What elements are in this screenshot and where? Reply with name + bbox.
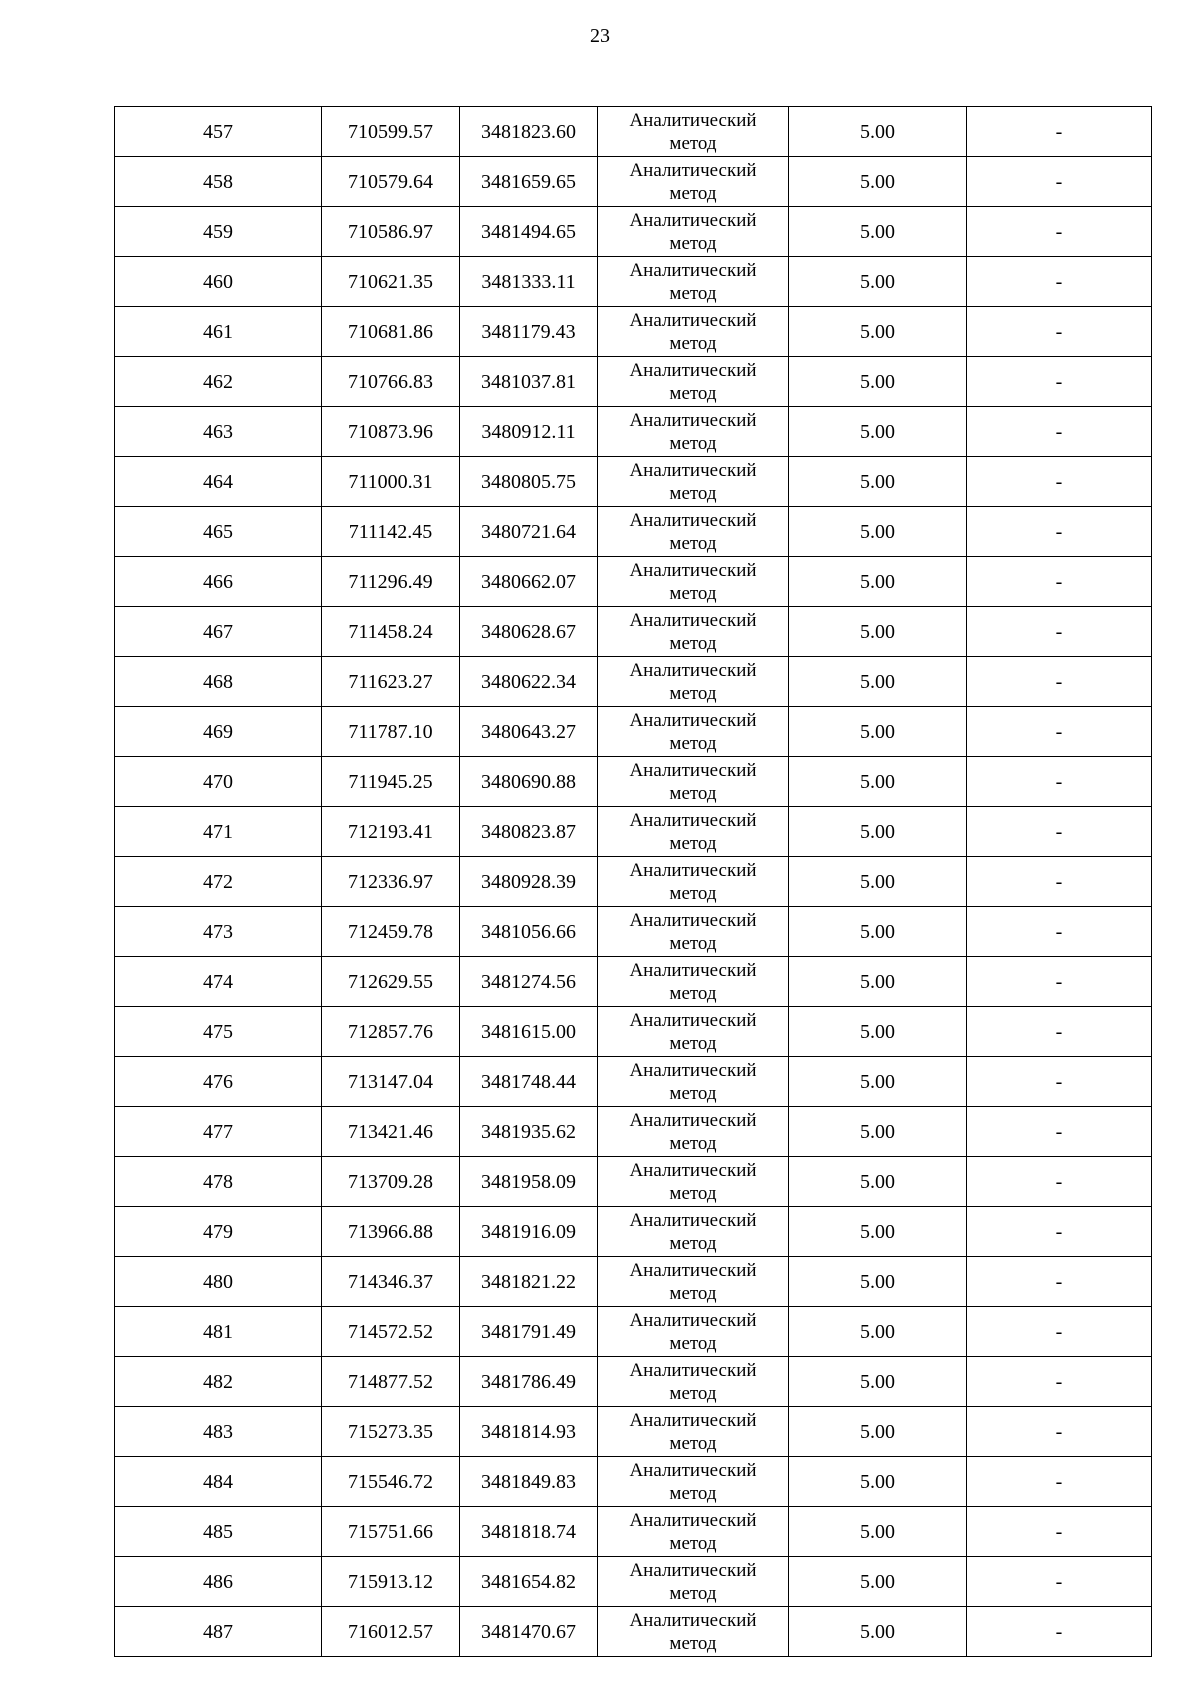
method-line-2: метод (669, 532, 717, 554)
point-number-cell: 478 (115, 1157, 322, 1207)
method-line-1: Аналитический (629, 859, 757, 881)
method-cell (598, 507, 789, 557)
accuracy-cell: 5.00 (789, 407, 967, 457)
accuracy-cell: 5.00 (789, 1357, 967, 1407)
accuracy-cell: 5.00 (789, 1057, 967, 1107)
note-cell: - (967, 407, 1152, 457)
x-coordinate-cell: 710599.57 (322, 107, 460, 157)
x-coordinate-cell: 715751.66 (322, 1507, 460, 1557)
point-number-cell: 464 (115, 457, 322, 507)
point-number-cell: 482 (115, 1357, 322, 1407)
table-row (115, 1607, 1152, 1657)
method-line-1: Аналитический (629, 809, 757, 831)
method-line-2: метод (669, 1132, 717, 1154)
accuracy-cell: 5.00 (789, 807, 967, 857)
accuracy-cell: 5.00 (789, 1557, 967, 1607)
accuracy-cell: 5.00 (789, 757, 967, 807)
method-line-1: Аналитический (629, 1509, 757, 1531)
accuracy-cell: 5.00 (789, 457, 967, 507)
accuracy-cell: 5.00 (789, 907, 967, 957)
method-cell (598, 1557, 789, 1607)
note-cell: - (967, 1507, 1152, 1557)
method-cell (598, 1207, 789, 1257)
method-cell (598, 1107, 789, 1157)
point-number-cell: 457 (115, 107, 322, 157)
method-cell (598, 407, 789, 457)
y-coordinate-cell: 3480805.75 (460, 457, 598, 507)
table-row (115, 1507, 1152, 1557)
method-line-2: метод (669, 782, 717, 804)
point-number-cell: 458 (115, 157, 322, 207)
y-coordinate-cell: 3480622.34 (460, 657, 598, 707)
method-cell (598, 357, 789, 407)
point-number-cell: 485 (115, 1507, 322, 1557)
method-line-1: Аналитический (629, 709, 757, 731)
point-number-cell: 459 (115, 207, 322, 257)
method-line-1: Аналитический (629, 209, 757, 231)
accuracy-cell: 5.00 (789, 557, 967, 607)
method-line-1: Аналитический (629, 759, 757, 781)
table-row (115, 107, 1152, 157)
accuracy-cell: 5.00 (789, 1157, 967, 1207)
point-number-cell: 467 (115, 607, 322, 657)
x-coordinate-cell: 715546.72 (322, 1457, 460, 1507)
method-cell (598, 557, 789, 607)
y-coordinate-cell: 3481333.11 (460, 257, 598, 307)
table-row (115, 1457, 1152, 1507)
point-number-cell: 463 (115, 407, 322, 457)
table-row (115, 907, 1152, 957)
note-cell: - (967, 1607, 1152, 1657)
point-number-cell: 472 (115, 857, 322, 907)
note-cell: - (967, 757, 1152, 807)
x-coordinate-cell: 714877.52 (322, 1357, 460, 1407)
note-cell: - (967, 1107, 1152, 1157)
point-number-cell: 468 (115, 657, 322, 707)
table-row (115, 757, 1152, 807)
x-coordinate-cell: 714346.37 (322, 1257, 460, 1307)
table-row (115, 707, 1152, 757)
y-coordinate-cell: 3481849.83 (460, 1457, 598, 1507)
method-line-2: метод (669, 1232, 717, 1254)
method-cell (598, 1407, 789, 1457)
method-cell (598, 1007, 789, 1057)
note-cell: - (967, 557, 1152, 607)
table-row (115, 1557, 1152, 1607)
note-cell: - (967, 807, 1152, 857)
x-coordinate-cell: 715273.35 (322, 1407, 460, 1457)
x-coordinate-cell: 712857.76 (322, 1007, 460, 1057)
accuracy-cell: 5.00 (789, 1207, 967, 1257)
point-number-cell: 474 (115, 957, 322, 1007)
note-cell: - (967, 1557, 1152, 1607)
accuracy-cell: 5.00 (789, 207, 967, 257)
point-number-cell: 461 (115, 307, 322, 357)
method-line-1: Аналитический (629, 359, 757, 381)
table-row (115, 407, 1152, 457)
method-line-2: метод (669, 132, 717, 154)
point-number-cell: 484 (115, 1457, 322, 1507)
method-cell (598, 1607, 789, 1657)
method-cell (598, 157, 789, 207)
x-coordinate-cell: 711296.49 (322, 557, 460, 607)
note-cell: - (967, 1157, 1152, 1207)
y-coordinate-cell: 3481935.62 (460, 1107, 598, 1157)
accuracy-cell: 5.00 (789, 107, 967, 157)
y-coordinate-cell: 3481823.60 (460, 107, 598, 157)
y-coordinate-cell: 3480721.64 (460, 507, 598, 557)
x-coordinate-cell: 711142.45 (322, 507, 460, 557)
method-cell (598, 707, 789, 757)
x-coordinate-cell: 712459.78 (322, 907, 460, 957)
y-coordinate-cell: 3481818.74 (460, 1507, 598, 1557)
page-number: 23 (590, 25, 610, 47)
note-cell: - (967, 907, 1152, 957)
x-coordinate-cell: 711945.25 (322, 757, 460, 807)
method-line-2: метод (669, 1582, 717, 1604)
table-row (115, 657, 1152, 707)
method-cell (598, 807, 789, 857)
note-cell: - (967, 207, 1152, 257)
method-line-1: Аналитический (629, 159, 757, 181)
method-line-1: Аналитический (629, 1259, 757, 1281)
method-line-2: метод (669, 732, 717, 754)
method-line-1: Аналитический (629, 1609, 757, 1631)
point-number-cell: 470 (115, 757, 322, 807)
method-line-2: метод (669, 1532, 717, 1554)
x-coordinate-cell: 710621.35 (322, 257, 460, 307)
method-cell (598, 657, 789, 707)
table-row (115, 1207, 1152, 1257)
method-cell (598, 757, 789, 807)
point-number-cell: 479 (115, 1207, 322, 1257)
note-cell: - (967, 1457, 1152, 1507)
accuracy-cell: 5.00 (789, 307, 967, 357)
y-coordinate-cell: 3480628.67 (460, 607, 598, 657)
method-cell (598, 307, 789, 357)
x-coordinate-cell: 711623.27 (322, 657, 460, 707)
y-coordinate-cell: 3481179.43 (460, 307, 598, 357)
x-coordinate-cell: 712629.55 (322, 957, 460, 1007)
accuracy-cell: 5.00 (789, 707, 967, 757)
accuracy-cell: 5.00 (789, 1407, 967, 1457)
note-cell: - (967, 157, 1152, 207)
method-line-2: метод (669, 382, 717, 404)
x-coordinate-cell: 710579.64 (322, 157, 460, 207)
table-row (115, 1407, 1152, 1457)
point-number-cell: 476 (115, 1057, 322, 1107)
method-line-2: метод (669, 832, 717, 854)
method-cell (598, 1157, 789, 1207)
note-cell: - (967, 507, 1152, 557)
method-line-1: Аналитический (629, 909, 757, 931)
table-row (115, 507, 1152, 557)
note-cell: - (967, 857, 1152, 907)
x-coordinate-cell: 710873.96 (322, 407, 460, 457)
method-line-1: Аналитический (629, 659, 757, 681)
accuracy-cell: 5.00 (789, 1007, 967, 1057)
accuracy-cell: 5.00 (789, 357, 967, 407)
y-coordinate-cell: 3480912.11 (460, 407, 598, 457)
table-row (115, 857, 1152, 907)
method-line-1: Аналитический (629, 1209, 757, 1231)
accuracy-cell: 5.00 (789, 1457, 967, 1507)
x-coordinate-cell: 713147.04 (322, 1057, 460, 1107)
method-cell (598, 207, 789, 257)
x-coordinate-cell: 710586.97 (322, 207, 460, 257)
table-row (115, 457, 1152, 507)
x-coordinate-cell: 713966.88 (322, 1207, 460, 1257)
y-coordinate-cell: 3481659.65 (460, 157, 598, 207)
accuracy-cell: 5.00 (789, 1507, 967, 1557)
y-coordinate-cell: 3481814.93 (460, 1407, 598, 1457)
method-line-1: Аналитический (629, 109, 757, 131)
method-line-1: Аналитический (629, 959, 757, 981)
note-cell: - (967, 107, 1152, 157)
table-row (115, 357, 1152, 407)
method-cell (598, 1357, 789, 1407)
method-line-1: Аналитический (629, 1059, 757, 1081)
y-coordinate-cell: 3481821.22 (460, 1257, 598, 1307)
method-cell (598, 1257, 789, 1307)
method-cell (598, 457, 789, 507)
point-number-cell: 487 (115, 1607, 322, 1657)
method-line-1: Аналитический (629, 609, 757, 631)
table-row (115, 957, 1152, 1007)
note-cell: - (967, 257, 1152, 307)
note-cell: - (967, 1207, 1152, 1257)
method-line-2: метод (669, 932, 717, 954)
method-line-2: метод (669, 1082, 717, 1104)
y-coordinate-cell: 3481615.00 (460, 1007, 598, 1057)
method-cell (598, 1507, 789, 1557)
x-coordinate-cell: 714572.52 (322, 1307, 460, 1357)
method-line-1: Аналитический (629, 509, 757, 531)
point-number-cell: 471 (115, 807, 322, 857)
point-number-cell: 462 (115, 357, 322, 407)
method-cell (598, 1307, 789, 1357)
x-coordinate-cell: 716012.57 (322, 1607, 460, 1657)
method-line-2: метод (669, 1032, 717, 1054)
method-line-2: метод (669, 682, 717, 704)
note-cell: - (967, 607, 1152, 657)
method-line-2: метод (669, 1382, 717, 1404)
note-cell: - (967, 1407, 1152, 1457)
y-coordinate-cell: 3481958.09 (460, 1157, 598, 1207)
method-line-2: метод (669, 482, 717, 504)
method-line-2: метод (669, 982, 717, 1004)
point-number-cell: 460 (115, 257, 322, 307)
note-cell: - (967, 457, 1152, 507)
accuracy-cell: 5.00 (789, 857, 967, 907)
accuracy-cell: 5.00 (789, 157, 967, 207)
coordinates-table (114, 106, 1152, 1657)
method-line-2: метод (669, 1282, 717, 1304)
method-line-1: Аналитический (629, 1359, 757, 1381)
table-row (115, 1257, 1152, 1307)
method-line-2: метод (669, 1332, 717, 1354)
point-number-cell: 480 (115, 1257, 322, 1307)
y-coordinate-cell: 3481274.56 (460, 957, 598, 1007)
table-row (115, 157, 1152, 207)
accuracy-cell: 5.00 (789, 507, 967, 557)
point-number-cell: 483 (115, 1407, 322, 1457)
method-line-1: Аналитический (629, 1009, 757, 1031)
y-coordinate-cell: 3481654.82 (460, 1557, 598, 1607)
method-cell (598, 607, 789, 657)
method-line-2: метод (669, 432, 717, 454)
note-cell: - (967, 707, 1152, 757)
table-row (115, 257, 1152, 307)
x-coordinate-cell: 711000.31 (322, 457, 460, 507)
method-line-1: Аналитический (629, 1159, 757, 1181)
method-cell (598, 107, 789, 157)
method-line-2: метод (669, 882, 717, 904)
point-number-cell: 481 (115, 1307, 322, 1357)
table-row (115, 1357, 1152, 1407)
accuracy-cell: 5.00 (789, 607, 967, 657)
accuracy-cell: 5.00 (789, 1307, 967, 1357)
method-line-2: метод (669, 232, 717, 254)
x-coordinate-cell: 713421.46 (322, 1107, 460, 1157)
method-line-1: Аналитический (629, 1109, 757, 1131)
x-coordinate-cell: 713709.28 (322, 1157, 460, 1207)
accuracy-cell: 5.00 (789, 1607, 967, 1657)
point-number-cell: 477 (115, 1107, 322, 1157)
note-cell: - (967, 307, 1152, 357)
accuracy-cell: 5.00 (789, 257, 967, 307)
table-row (115, 1007, 1152, 1057)
method-line-1: Аналитический (629, 559, 757, 581)
method-line-1: Аналитический (629, 309, 757, 331)
table-row (115, 1157, 1152, 1207)
method-line-2: метод (669, 332, 717, 354)
accuracy-cell: 5.00 (789, 1107, 967, 1157)
table-row (115, 1307, 1152, 1357)
method-line-2: метод (669, 632, 717, 654)
table-body (115, 107, 1152, 1657)
method-cell (598, 1057, 789, 1107)
method-line-2: метод (669, 182, 717, 204)
x-coordinate-cell: 712336.97 (322, 857, 460, 907)
note-cell: - (967, 357, 1152, 407)
method-line-2: метод (669, 1432, 717, 1454)
point-number-cell: 486 (115, 1557, 322, 1607)
method-line-1: Аналитический (629, 459, 757, 481)
note-cell: - (967, 1357, 1152, 1407)
y-coordinate-cell: 3480928.39 (460, 857, 598, 907)
accuracy-cell: 5.00 (789, 1257, 967, 1307)
note-cell: - (967, 1007, 1152, 1057)
point-number-cell: 465 (115, 507, 322, 557)
y-coordinate-cell: 3480690.88 (460, 757, 598, 807)
table-row (115, 307, 1152, 357)
method-cell (598, 957, 789, 1007)
x-coordinate-cell: 710766.83 (322, 357, 460, 407)
method-line-2: метод (669, 582, 717, 604)
method-cell (598, 857, 789, 907)
x-coordinate-cell: 715913.12 (322, 1557, 460, 1607)
note-cell: - (967, 957, 1152, 1007)
y-coordinate-cell: 3481748.44 (460, 1057, 598, 1107)
method-line-1: Аналитический (629, 1409, 757, 1431)
table-row (115, 557, 1152, 607)
method-cell (598, 907, 789, 957)
y-coordinate-cell: 3480823.87 (460, 807, 598, 857)
note-cell: - (967, 657, 1152, 707)
y-coordinate-cell: 3480643.27 (460, 707, 598, 757)
x-coordinate-cell: 710681.86 (322, 307, 460, 357)
x-coordinate-cell: 711458.24 (322, 607, 460, 657)
accuracy-cell: 5.00 (789, 957, 967, 1007)
y-coordinate-cell: 3480662.07 (460, 557, 598, 607)
note-cell: - (967, 1257, 1152, 1307)
point-number-cell: 473 (115, 907, 322, 957)
note-cell: - (967, 1057, 1152, 1107)
point-number-cell: 466 (115, 557, 322, 607)
x-coordinate-cell: 711787.10 (322, 707, 460, 757)
method-cell (598, 257, 789, 307)
y-coordinate-cell: 3481786.49 (460, 1357, 598, 1407)
method-line-1: Аналитический (629, 1459, 757, 1481)
method-line-1: Аналитический (629, 1559, 757, 1581)
y-coordinate-cell: 3481037.81 (460, 357, 598, 407)
point-number-cell: 469 (115, 707, 322, 757)
method-line-1: Аналитический (629, 1309, 757, 1331)
x-coordinate-cell: 712193.41 (322, 807, 460, 857)
method-cell (598, 1457, 789, 1507)
note-cell: - (967, 1307, 1152, 1357)
point-number-cell: 475 (115, 1007, 322, 1057)
y-coordinate-cell: 3481791.49 (460, 1307, 598, 1357)
y-coordinate-cell: 3481056.66 (460, 907, 598, 957)
accuracy-cell: 5.00 (789, 657, 967, 707)
y-coordinate-cell: 3481916.09 (460, 1207, 598, 1257)
method-line-1: Аналитический (629, 409, 757, 431)
table-row (115, 807, 1152, 857)
method-line-2: метод (669, 1632, 717, 1654)
table-row (115, 1057, 1152, 1107)
method-line-2: метод (669, 1182, 717, 1204)
table-row (115, 207, 1152, 257)
method-line-2: метод (669, 1482, 717, 1504)
table-row (115, 1107, 1152, 1157)
y-coordinate-cell: 3481494.65 (460, 207, 598, 257)
method-line-2: метод (669, 282, 717, 304)
y-coordinate-cell: 3481470.67 (460, 1607, 598, 1657)
table-row (115, 607, 1152, 657)
method-line-1: Аналитический (629, 259, 757, 281)
